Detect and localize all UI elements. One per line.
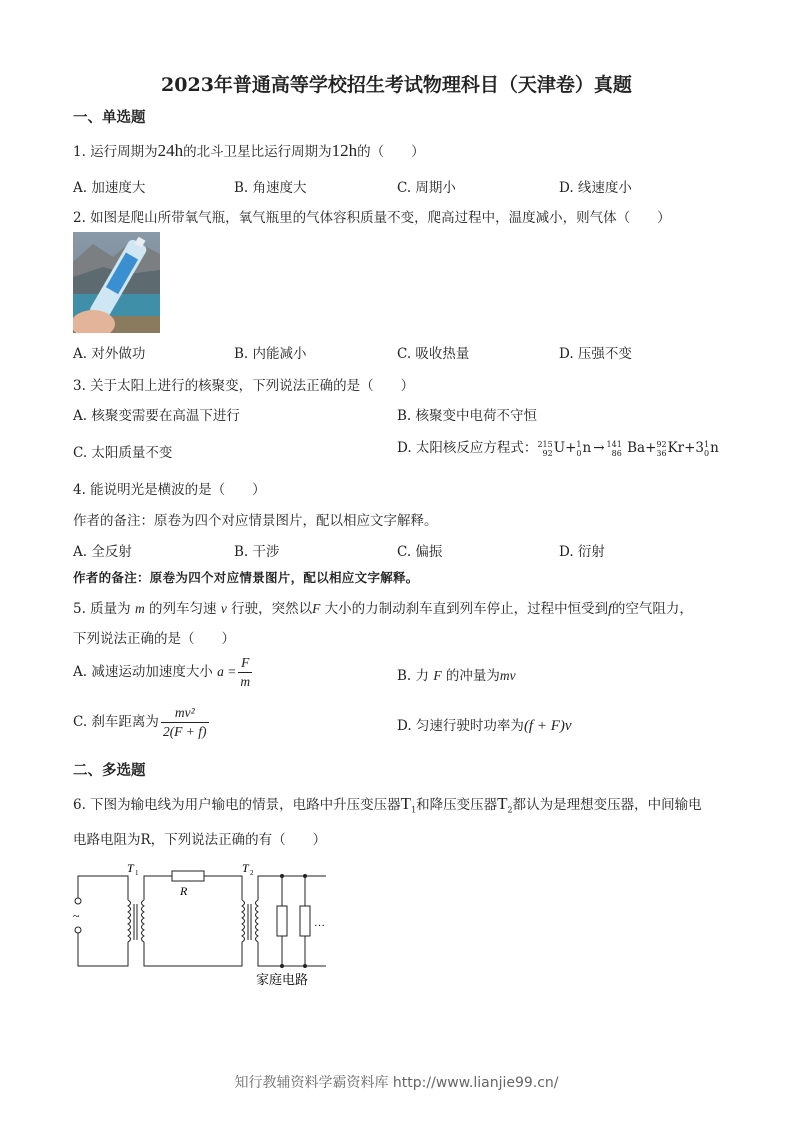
- q3-option-d: D. 太阳核反应方程式：215 92U+1 0n → 141 86 Ba+92 36Kr+31 0n: [397, 439, 719, 458]
- q4-author-note-bold: 作者的备注：原卷为四个对应情景图片，配以相应文字解释。: [73, 570, 419, 585]
- label-t1-sub: 1: [135, 869, 139, 877]
- label-t2: T: [242, 861, 249, 875]
- question-6-line1: 6. 下图为输电线为用户输电的情景，电路中升压变压器$T_1$和降压变压器$T_2$都认为是理想变压器，中间输电: [73, 794, 702, 815]
- page-title: 2023年普通高等学校招生考试物理科目（天津卷）真题: [161, 74, 632, 96]
- section-single-choice: 一、单选题: [73, 109, 146, 126]
- question-3: 3. 关于太阳上进行的核聚变，下列说法正确的是（ ）: [73, 378, 415, 394]
- label-t1: T: [127, 861, 134, 875]
- question-2: 2. 如图是爬山所带氧气瓶，氧气瓶里的气体容积质量不变，爬高过程中，温度减小，则气体（ ）: [73, 210, 671, 226]
- question-5-line1: 5. 质量为 m 的列车匀速 v 行驶，突然以F 大小的力制动刹车直到列车停止，过程中恒受到f的空气阻力，: [73, 601, 693, 617]
- q4-option-a: A. 全反射: [73, 544, 132, 560]
- q3-option-b: B. 核聚变中电荷不守恒: [397, 408, 538, 424]
- label-r: R: [180, 884, 188, 898]
- q5-option-c: C. 刹车距离为 $\frac{\text{mv²}}{2(F + f)}$: [73, 705, 207, 739]
- q5-option-d: D. 匀速行驶时功率为(f + F)v: [397, 718, 572, 734]
- label-t2-sub: 2: [250, 869, 254, 877]
- q4-author-note: 作者的备注：原卷为四个对应情景图片，配以相应文字解释。: [73, 513, 438, 529]
- q1-option-d: D. 线速度小: [559, 180, 632, 196]
- household-circuit-label: 家庭电路: [256, 973, 309, 988]
- q2-option-b: B. 内能减小: [234, 346, 307, 362]
- question-1: 1. 运行周期为24h的北斗卫星比运行周期为12h的（ ）: [73, 141, 425, 160]
- q4-option-d: D. 衍射: [559, 544, 605, 560]
- footer-watermark: 知行教辅资料学霸资料库 http://www.lianjie99.cn/: [234, 1075, 559, 1091]
- q4-option-c: C. 偏振: [397, 544, 443, 560]
- q3-option-a: A. 核聚变需要在高温下进行: [73, 408, 240, 424]
- q2-option-a: A. 对外做功: [73, 346, 146, 362]
- question-4: 4. 能说明光是横波的是（ ）: [73, 482, 266, 498]
- q1-option-b: B. 角速度大: [234, 180, 307, 196]
- q2-option-d: D. 压强不变: [559, 346, 632, 362]
- q4-option-b: B. 干涉: [234, 544, 280, 560]
- q1-option-c: C. 周期小: [397, 180, 456, 196]
- q3-option-c: C. 太阳质量不变: [73, 445, 173, 461]
- ac-source-symbol: ~: [73, 909, 80, 923]
- question-5-line2: 下列说法正确的是（ ）: [73, 631, 235, 647]
- q1-option-a: A. 加速度大: [73, 180, 146, 196]
- question-6-line2: 电路电阻为R，下列说法正确的有（ ）: [73, 832, 327, 848]
- oxygen-bottle-photo: [73, 232, 160, 333]
- more-loads-dots: …: [314, 917, 325, 929]
- section-multiple-choice: 二、多选题: [73, 762, 146, 779]
- q2-option-c: C. 吸收热量: [397, 346, 470, 362]
- q5-option-b: B. 力 F 的冲量为mv: [397, 668, 516, 684]
- transmission-circuit-diagram: [70, 860, 340, 990]
- q5-option-a: A. 减速运动加速度大小 a = $\frac{F}{m}$: [73, 655, 251, 689]
